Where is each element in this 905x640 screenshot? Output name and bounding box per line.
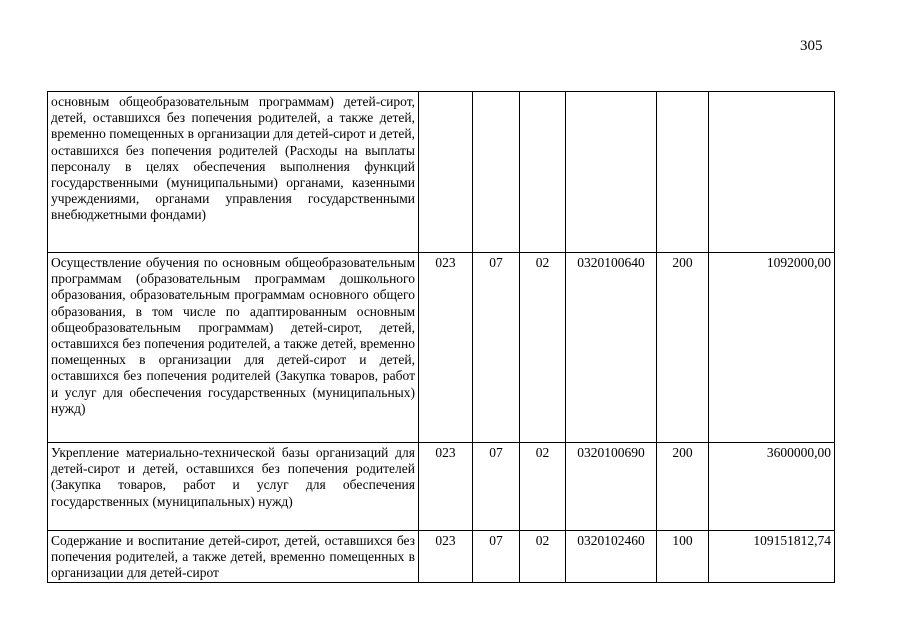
row-expense-type-code: 200 xyxy=(657,253,709,443)
row-subsection-code: 02 xyxy=(520,253,566,443)
row-department-code xyxy=(419,92,473,253)
table-row xyxy=(48,531,835,583)
row-section-code: 07 xyxy=(473,443,520,531)
row-section-code: 07 xyxy=(473,253,520,443)
row-description: Содержание и воспитание детей-сирот, детей, оставшихся без попечения родителей, а также детей, временно помещенных в организации для детей-сирот xyxy=(48,531,419,583)
budget-table xyxy=(47,91,835,583)
row-department-code: 023 xyxy=(419,443,473,531)
row-subsection-code: 02 xyxy=(520,443,566,531)
row-amount: 109151812,74 xyxy=(709,531,835,583)
row-section-code xyxy=(473,92,520,253)
row-description: основным общеобразовательным программам) детей-сирот, детей, оставшихся без попечения родителей, а также детей, временно помещенных в организации для детей-сирот и детей, оставшихся без попечения родителей (Расходы на выплаты персоналу в целях обеспечения выполнения функций государственными (муниципальными) органами, казенными учреждениями, органами управления государственными внебюджетными фондами) xyxy=(48,92,419,253)
row-target-article-code: 0320100640 xyxy=(566,253,657,443)
row-amount: 3600000,00 xyxy=(709,443,835,531)
row-expense-type-code xyxy=(657,92,709,253)
table-row xyxy=(48,443,835,531)
row-amount: 1092000,00 xyxy=(709,253,835,443)
row-expense-type-code: 100 xyxy=(657,531,709,583)
row-department-code: 023 xyxy=(419,253,473,443)
page-number: 305 xyxy=(800,38,823,54)
row-description: Осуществление обучения по основным общеобразовательным программам (образовательным программам дошкольного образования, образовательным программам основного общего образования, в том числе по адаптированным основным общеобразовательным программам) детей-сирот, детей, оставшихся без попечения родителей, а также детей, временно помещенных в организации для детей-сирот и детей, оставшихся без попечения родителей (Закупка товаров, работ и услуг для обеспечения государственных (муниципальных) нужд) xyxy=(48,253,419,443)
row-target-article-code xyxy=(566,92,657,253)
row-subsection-code: 02 xyxy=(520,531,566,583)
row-target-article-code: 0320102460 xyxy=(566,531,657,583)
table-row xyxy=(48,92,835,253)
row-subsection-code xyxy=(520,92,566,253)
row-amount xyxy=(709,92,835,253)
row-expense-type-code: 200 xyxy=(657,443,709,531)
row-target-article-code: 0320100690 xyxy=(566,443,657,531)
row-section-code: 07 xyxy=(473,531,520,583)
row-department-code: 023 xyxy=(419,531,473,583)
table-row xyxy=(48,253,835,443)
row-description: Укрепление материально-технической базы организаций для детей-сирот и детей, оставшихся без попечения родителей (Закупка товаров, работ и услуг для обеспечения государственных (муниципальных) нужд) xyxy=(48,443,419,531)
